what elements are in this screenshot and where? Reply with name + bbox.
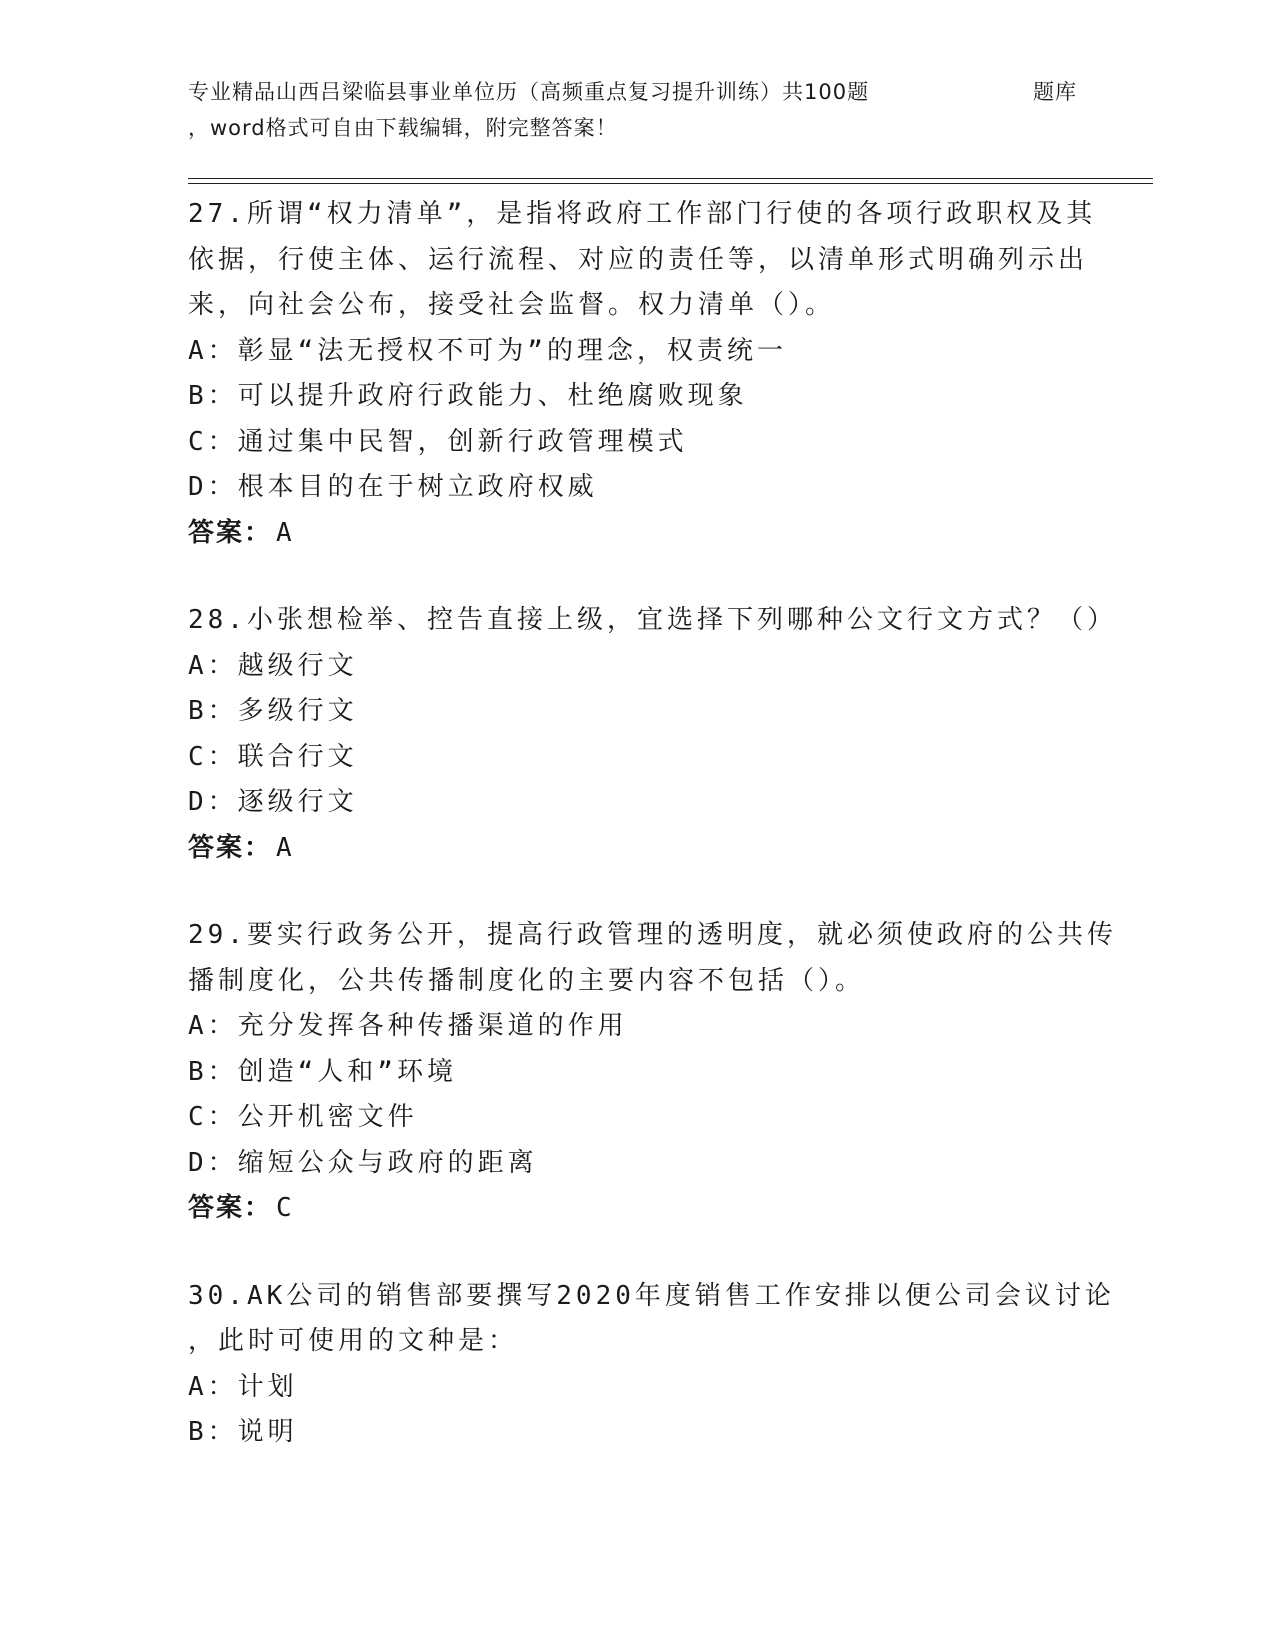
header-divider-top	[188, 178, 1153, 179]
answer-label: 答案：	[188, 517, 273, 548]
option-c: C：公开机密文件	[188, 1102, 418, 1132]
header-subtitle: ，word格式可自由下载编辑，附完整答案！	[188, 116, 618, 140]
header-title-line	[188, 74, 1088, 110]
question-30	[188, 1274, 1115, 1456]
option-d: D：逐级行文	[188, 787, 358, 817]
question-text-line: 播制度化，公共传播制度化的主要内容不包括（）。	[188, 965, 866, 996]
question-28	[188, 598, 1117, 871]
page-header	[188, 74, 1088, 146]
answer-value: A	[276, 832, 292, 863]
question-text-line: 依据，行使主体、运行流程、对应的责任等，以清单形式明确列示出	[188, 244, 1089, 275]
question-27	[188, 192, 1097, 556]
option-b: B：可以提升政府行政能力、杜绝腐败现象	[188, 381, 748, 411]
option-a: A：计划	[188, 1371, 298, 1402]
option-a: A：彰显“法无授权不可为”的理念，权责统一	[188, 335, 787, 366]
answer-label: 答案：	[188, 1193, 273, 1223]
option-a: A：越级行文	[188, 650, 358, 681]
option-b: B：说明	[188, 1417, 298, 1447]
answer-value: A	[276, 517, 292, 548]
question-text-line: 27.所谓“权力清单”，是指将政府工作部门行使的各项行政职权及其	[188, 199, 1097, 229]
answer-row	[188, 511, 1088, 557]
question-text-line: 29.要实行政务公开，提高行政管理的透明度，就必须使政府的公共传	[188, 920, 1117, 950]
option-d: D：缩短公众与政府的距离	[188, 1147, 538, 1178]
answer-label: 答案：	[188, 832, 273, 863]
question-list	[188, 192, 1117, 1498]
header-tag: 题库	[1033, 80, 1077, 104]
option-a: A：充分发挥各种传播渠道的作用	[188, 1011, 628, 1041]
question-29	[188, 913, 1117, 1232]
header-title: 专业精品山西吕梁临县事业单位历（高频重点复习提升训练）共100题	[188, 80, 870, 104]
answer-row	[188, 826, 1088, 872]
option-b: B：创造“人和”环境	[188, 1056, 457, 1087]
option-b: B：多级行文	[188, 696, 358, 726]
header-divider-bottom	[188, 183, 1153, 184]
option-c: C：通过集中民智，创新行政管理模式	[188, 426, 688, 457]
answer-value: C	[276, 1193, 292, 1223]
question-text-line: ，此时可使用的文种是：	[188, 1326, 519, 1356]
question-text-line: 30.AK公司的销售部要撰写2020年度销售工作安排以便公司会议讨论	[188, 1280, 1115, 1311]
question-text-line: 28.小张想检举、控告直接上级，宜选择下列哪种公文行文方式？（）	[188, 605, 1117, 635]
option-c: C：联合行文	[188, 741, 358, 772]
option-d: D：根本目的在于树立政府权威	[188, 472, 598, 502]
answer-row	[188, 1186, 1088, 1232]
question-text-line: 来，向社会公布，接受社会监督。权力清单（）。	[188, 290, 836, 320]
